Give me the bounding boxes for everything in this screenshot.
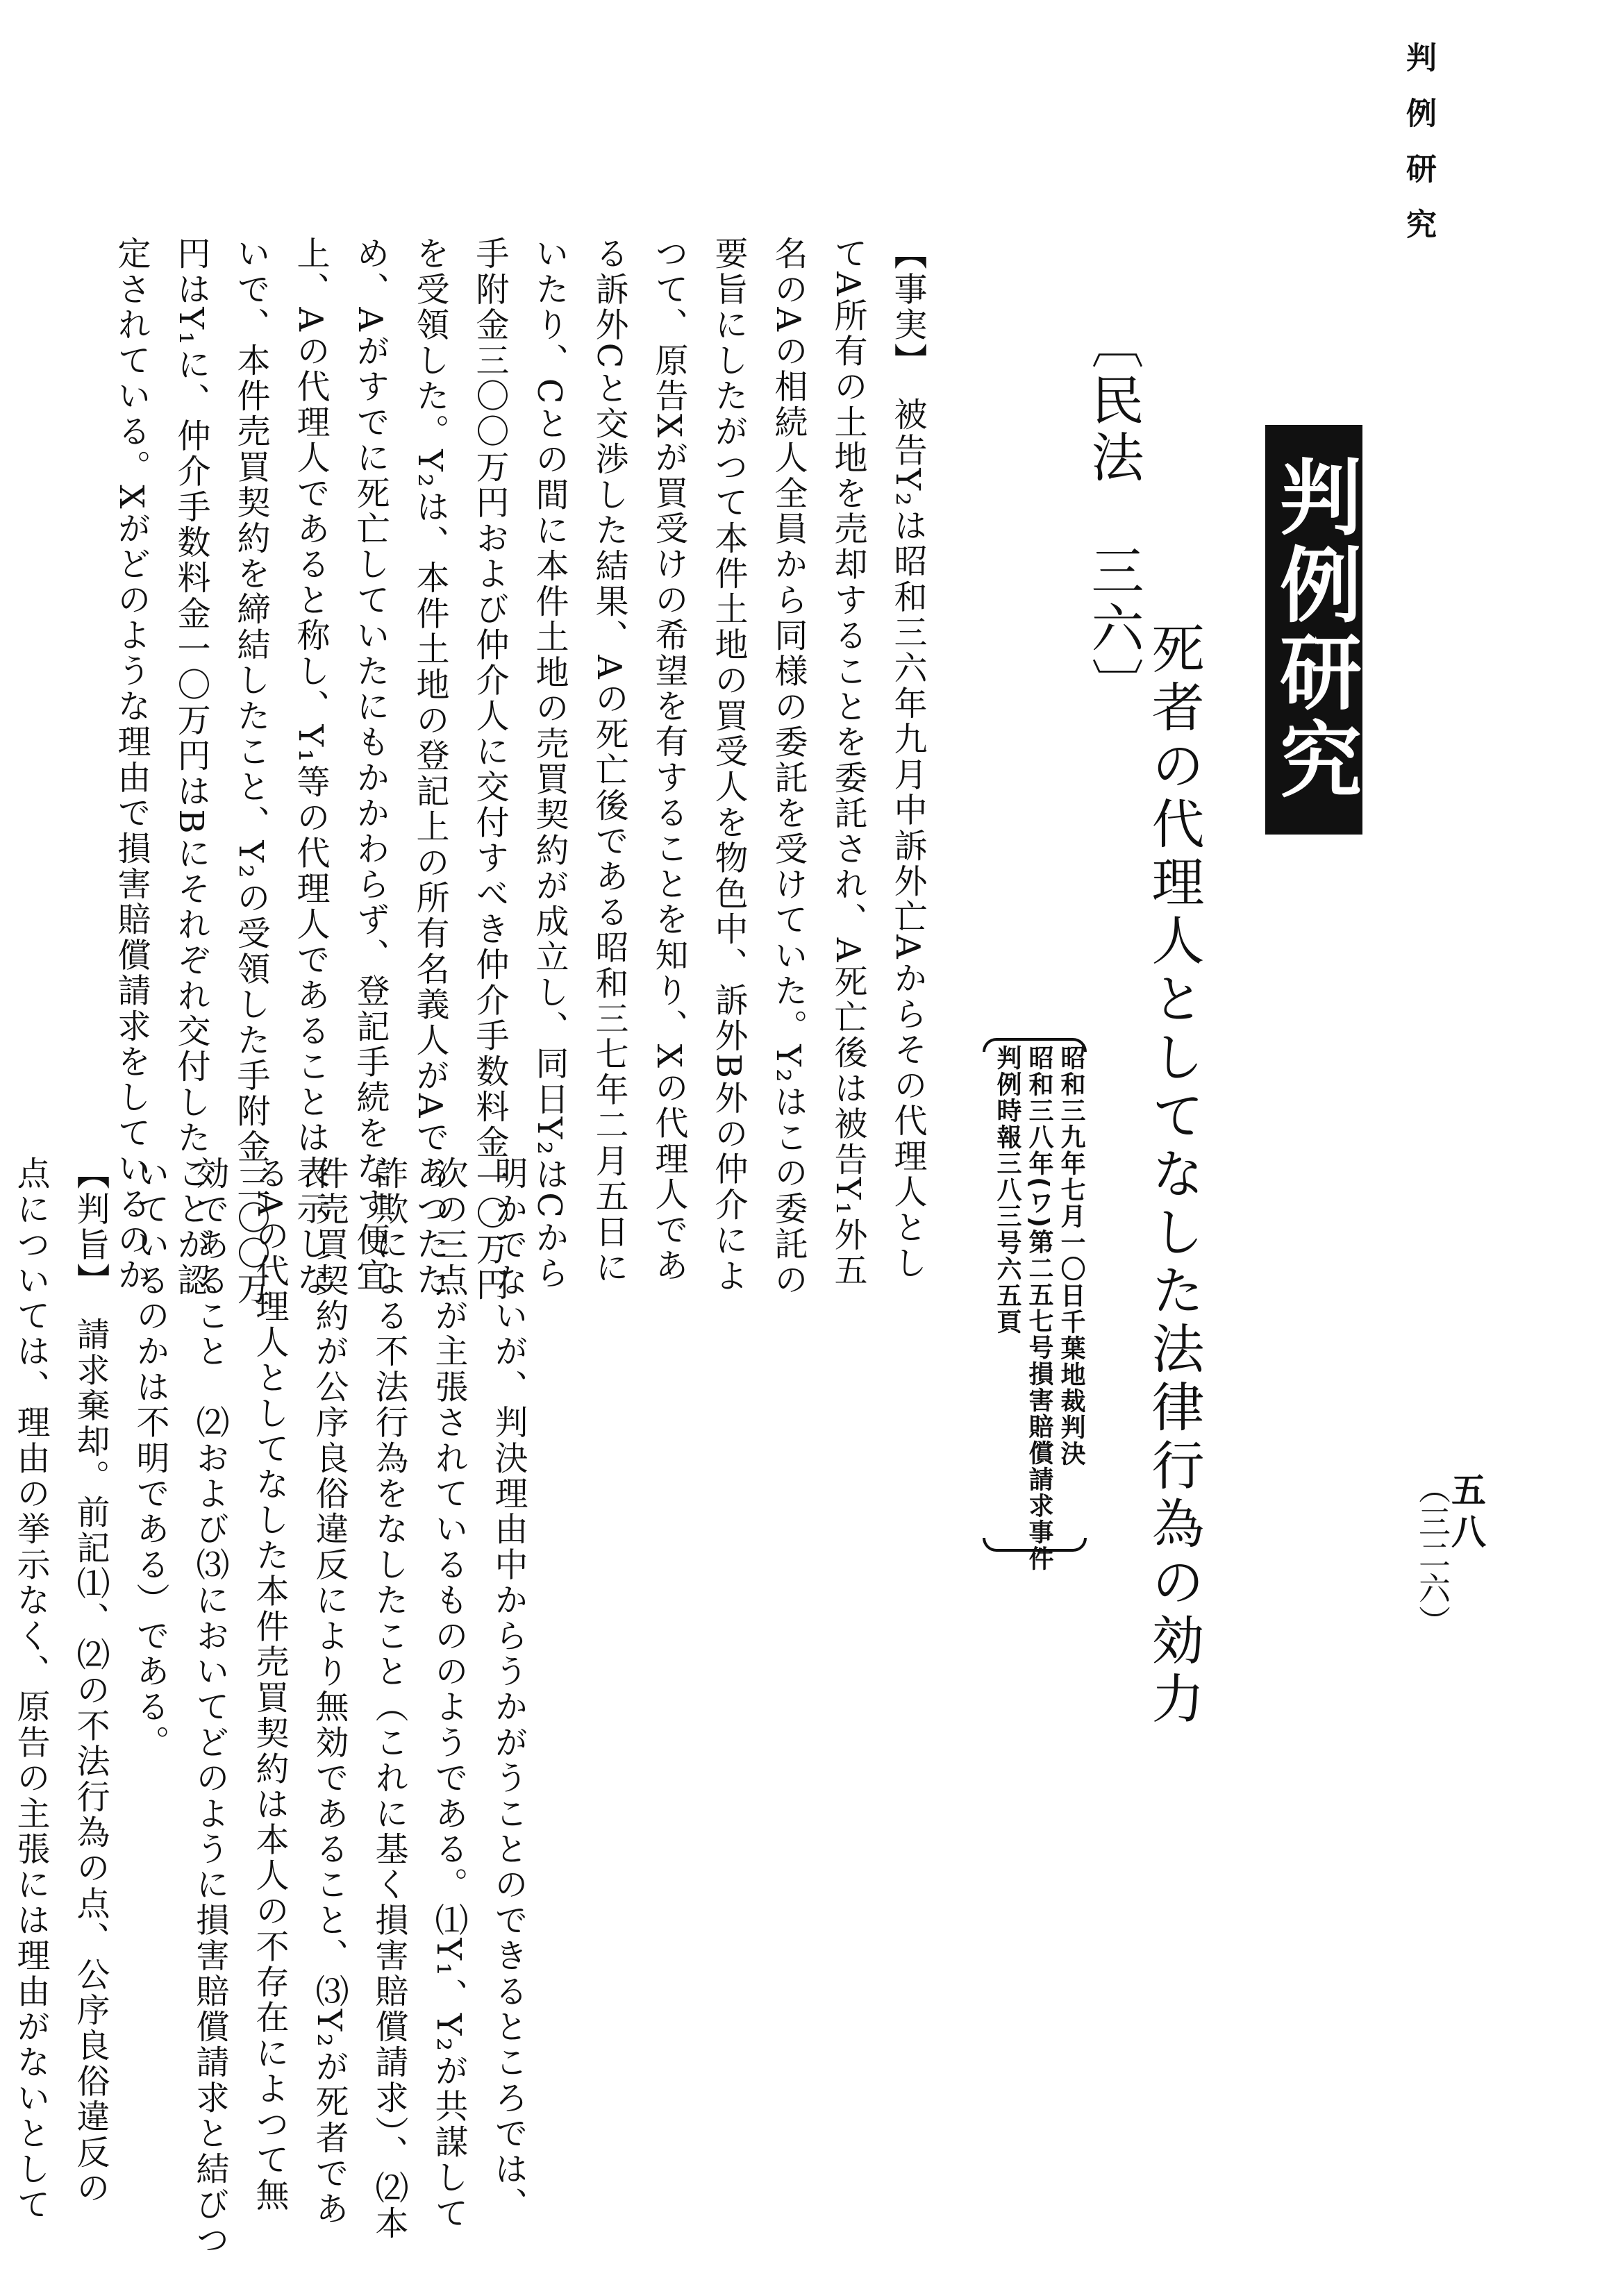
text-column: 件売買契約が公序良俗違反により無効であること、⑶Y₂が死者であ (310, 1156, 349, 2227)
case-title: 死者の代理人としてなした法律行為の効力 (1143, 621, 1205, 1729)
citation-bracket-bottom (983, 1538, 1087, 1552)
text-column: 【事実】 被告Y₂は昭和三六年九月中訴外亡Aからその代理人とし (888, 236, 927, 1281)
text-column: る訴外Cと交渉した結果、Aの死亡後である昭和三七年二月五日に (590, 236, 628, 1286)
citation-line: 昭和三八年(ワ)第二五七号損害賠償請求事件 (1025, 1045, 1053, 1572)
text-column: てA所有の土地を売却することを委託され、A死亡後は被告Y₁外五 (828, 236, 867, 1289)
text-column (0, 1156, 1, 2211)
body-text-lower (0, 1156, 538, 2259)
text-column: 名のAの相続人全員から同様の委託を受けていた。Y₂はこの委託の (769, 236, 808, 1298)
text-column: 要旨にしたがつて本件土地の買受人を物色中、訴外B外の仲介によ (709, 236, 748, 1294)
section-title-box (1265, 425, 1362, 835)
citation-line: 判例時報三八三号六五頁 (993, 1045, 1021, 1335)
text-column: を受領した。Y₂は、本件土地の登記上の所有名義人がAであつたた (410, 236, 449, 1298)
case-category: 〔民法 三六〕 (1083, 316, 1144, 714)
text-column: 効であること ⑵および⑶においてどのように損害賠償請求と結びつ (190, 1156, 229, 2259)
text-column: 上、Aの代理人であると称し、Y₁等の代理人であることは表示しな (291, 236, 330, 1298)
text-column: いたり、Cとの間に本件土地の売買契約が成立し、同日Y₂はCから (530, 236, 569, 1291)
text-column: いているのかは不明である）である。 (131, 1156, 169, 1761)
text-column: め、Aがすでに死亡していたにもかかわらず、登記手続をなす便宜 (351, 236, 390, 1293)
text-column: 次の三点が主張されているもののようである。⑴Y₁、Y₂が共謀して (429, 1156, 468, 2231)
body-text-upper (101, 236, 937, 1307)
citation-line: 昭和三九年七月一〇日千葉地裁判決 (1057, 1045, 1085, 1467)
page-serial-number: （三二六） (1414, 1472, 1451, 1639)
section-title: 判例研究 (1266, 455, 1362, 805)
text-column: 円はY₁に、仲介手数料金一〇万円はBにそれぞれ交付したことが認 (172, 236, 210, 1298)
text-column: 手附金三〇〇万円および仲介人に交付すべき仲介手数料金一〇万円 (470, 236, 509, 1302)
running-header: 判例研究 (1401, 42, 1436, 264)
page-number: 五八 (1446, 1472, 1487, 1555)
text-column: 定されている。Xがどのような理由で損害賠償請求をしているのか (112, 236, 151, 1293)
text-column: 点については、理由の挙示なく、原告の主張には理由がないとして (11, 1156, 50, 2222)
text-column: るAの代理人としてなした本件売買契約は本人の不存在によつて無 (250, 1156, 289, 2213)
text-column: 【判旨】 請求棄却。前記⑴、⑵の不法行為の点、公序良俗違反の (71, 1156, 110, 2206)
case-citation (983, 1045, 1087, 1572)
text-column: いで、本件売買契約を締結したこと、Y₂の受領した手附金三〇〇万 (231, 236, 270, 1307)
text-column: 明かでないが、判決理由中からうかがうことのできるところでは、 (489, 1156, 528, 2222)
text-column: つて、原告Xが買受けの希望を有することを知り、Xの代理人であ (649, 236, 688, 1284)
citation-bracket-top (983, 1038, 1087, 1052)
text-column: 詐欺による不法行為をなしたこと（これに基く損害賠償請求）、⑵本 (369, 1156, 408, 2242)
